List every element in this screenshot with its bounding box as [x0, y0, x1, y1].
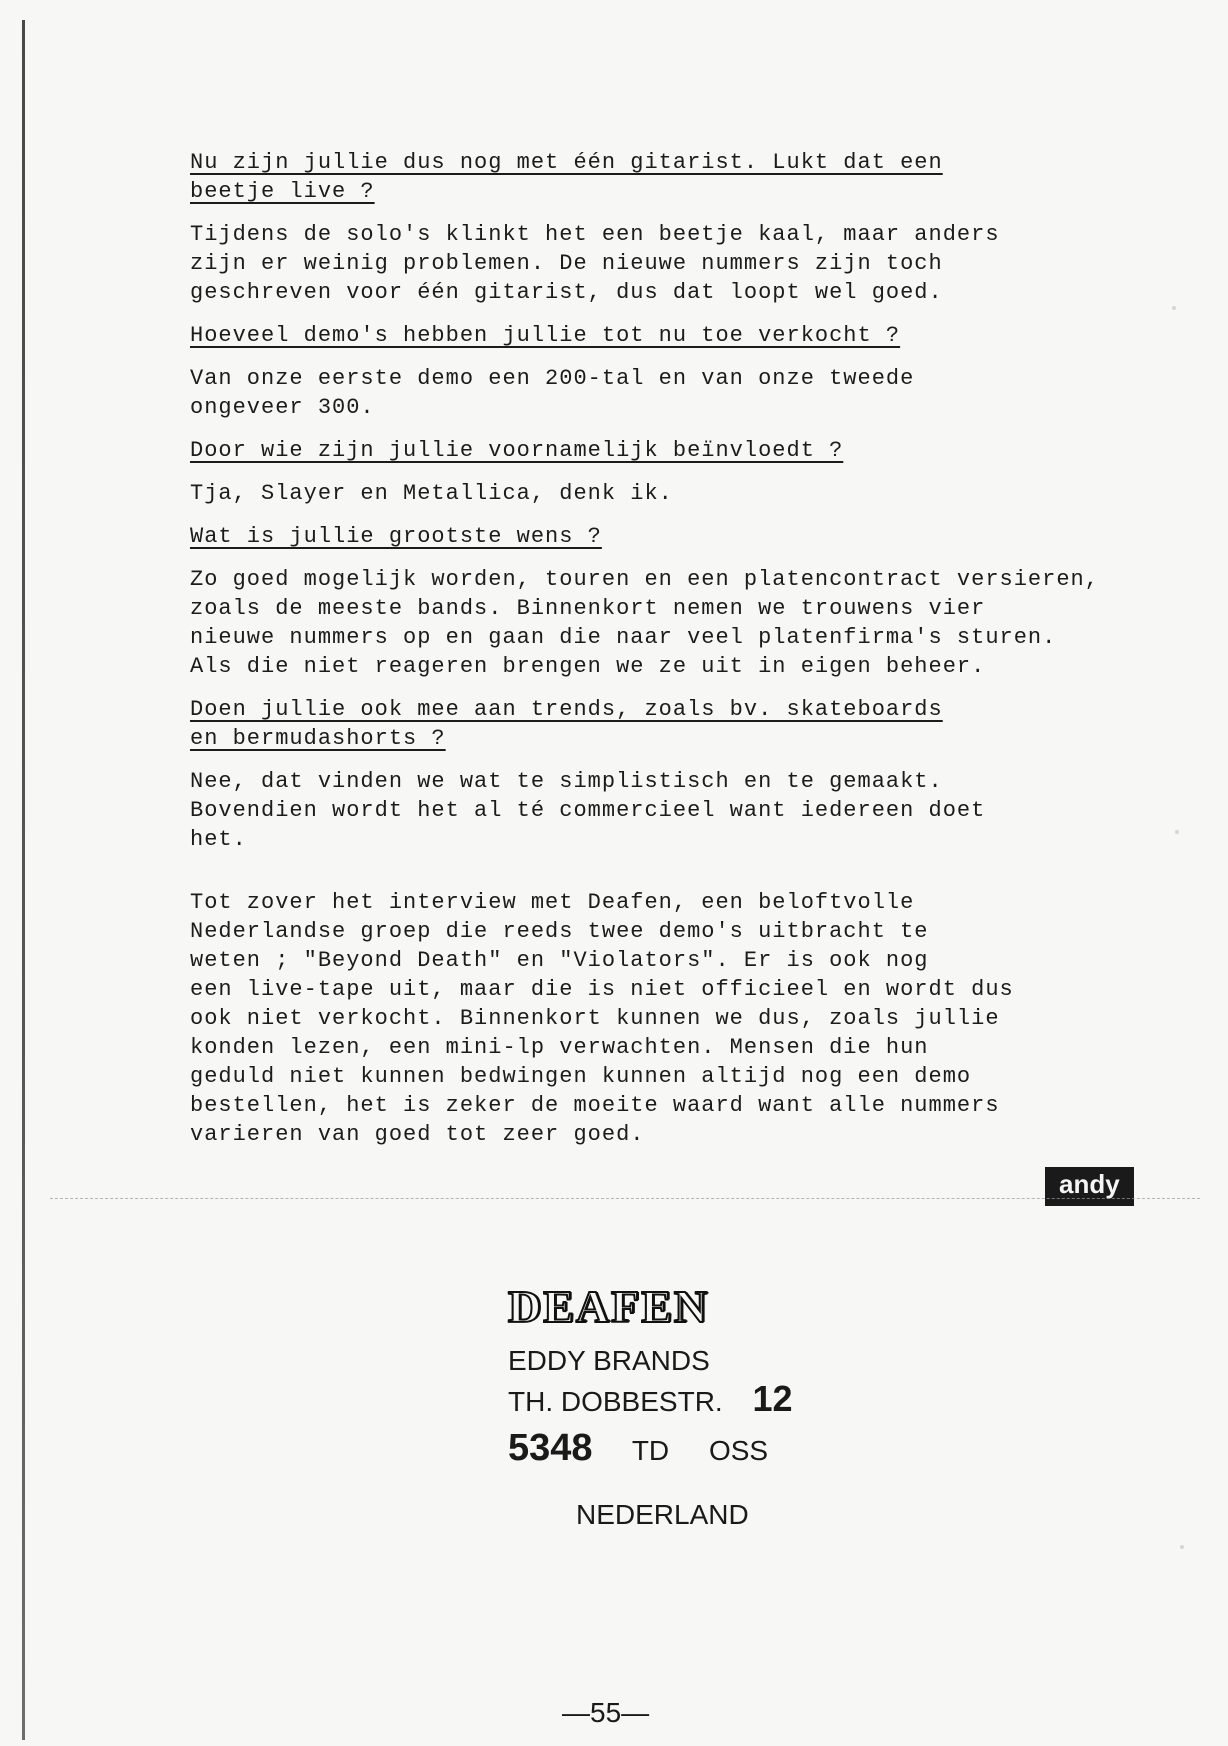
question-5: Doen jullie ook mee aan trends, zoals bv. skateboards en bermudashorts ? [190, 697, 943, 751]
margin-line [22, 20, 25, 1740]
question-4: Wat is jullie grootste wens ? [190, 524, 602, 549]
band-logo: DEAFEN [508, 1281, 710, 1332]
page-number: —55— [562, 1697, 650, 1728]
address-street-line [508, 1380, 908, 1421]
question-1: Nu zijn jullie dus nog met één gitarist. Lukt dat een beetje live ? [190, 150, 943, 204]
question-2: Hoeveel demo's hebben jullie tot nu toe verkocht ? [190, 323, 901, 348]
author-signature: andy [1045, 1167, 1134, 1206]
address-house-number: 12 [752, 1378, 793, 1419]
address-city: OSS [708, 1435, 769, 1466]
address-street: TH. DOBBESTR. [508, 1386, 723, 1417]
divider-line [50, 1198, 1200, 1199]
answer-1: Tijdens de solo's klinkt het een beetje kaal, maar anders zijn er weinig problemen. De nieuwe nummers zijn toch geschreven voor één gitarist, dus dat loopt wel goed. [190, 222, 1000, 305]
answer-5: Nee, dat vinden we wat te simplistisch en te gemaakt. Bovendien wordt het al té commercieel want iedereen doet het. [190, 769, 986, 852]
address-country: NEDERLAND [576, 1499, 749, 1530]
answer-2: Van onze eerste demo een 200-tal en van onze tweede ongeveer 300. [190, 366, 915, 420]
address-city-line [508, 1429, 908, 1470]
interview-outro: Tot zover het interview met Deafen, een beloftvolle Nederlandse groep die reeds twee demo's uitbracht te weten ; "Beyond Death" en "Violators". Er is ook nog een live-tape uit, maar die is niet officieel en wordt dus ook niet verkocht. Binnenkort kunnen we dus, zoals jullie konden lezen, een mini-lp verwachten. Mensen die hun geduld niet kunnen bedwingen kunnen altijd nog een demo bestellen, het is zeker de moeite waard want alle nummers varieren van goed tot zeer goed. [190, 890, 1014, 1147]
address-postal-code: 5348 [508, 1427, 593, 1469]
address-name: EDDY BRANDS [508, 1345, 710, 1376]
address-postal-letters: TD [631, 1435, 670, 1466]
question-3: Door wie zijn jullie voornamelijk beïnvloedt ? [190, 438, 844, 463]
answer-4: Zo goed mogelijk worden, touren en een platencontract versieren, zoals de meeste bands. Binnenkort nemen we trouwens vier nieuwe nummers op en gaan die naar veel platenfirma's sturen. Als die niet reageren brengen we ze uit in eigen beheer. [190, 567, 1099, 679]
speck [1180, 1545, 1184, 1549]
interview-body [180, 148, 1190, 1163]
band-address [508, 1282, 908, 1534]
answer-3: Tja, Slayer en Metallica, denk ik. [190, 481, 673, 506]
